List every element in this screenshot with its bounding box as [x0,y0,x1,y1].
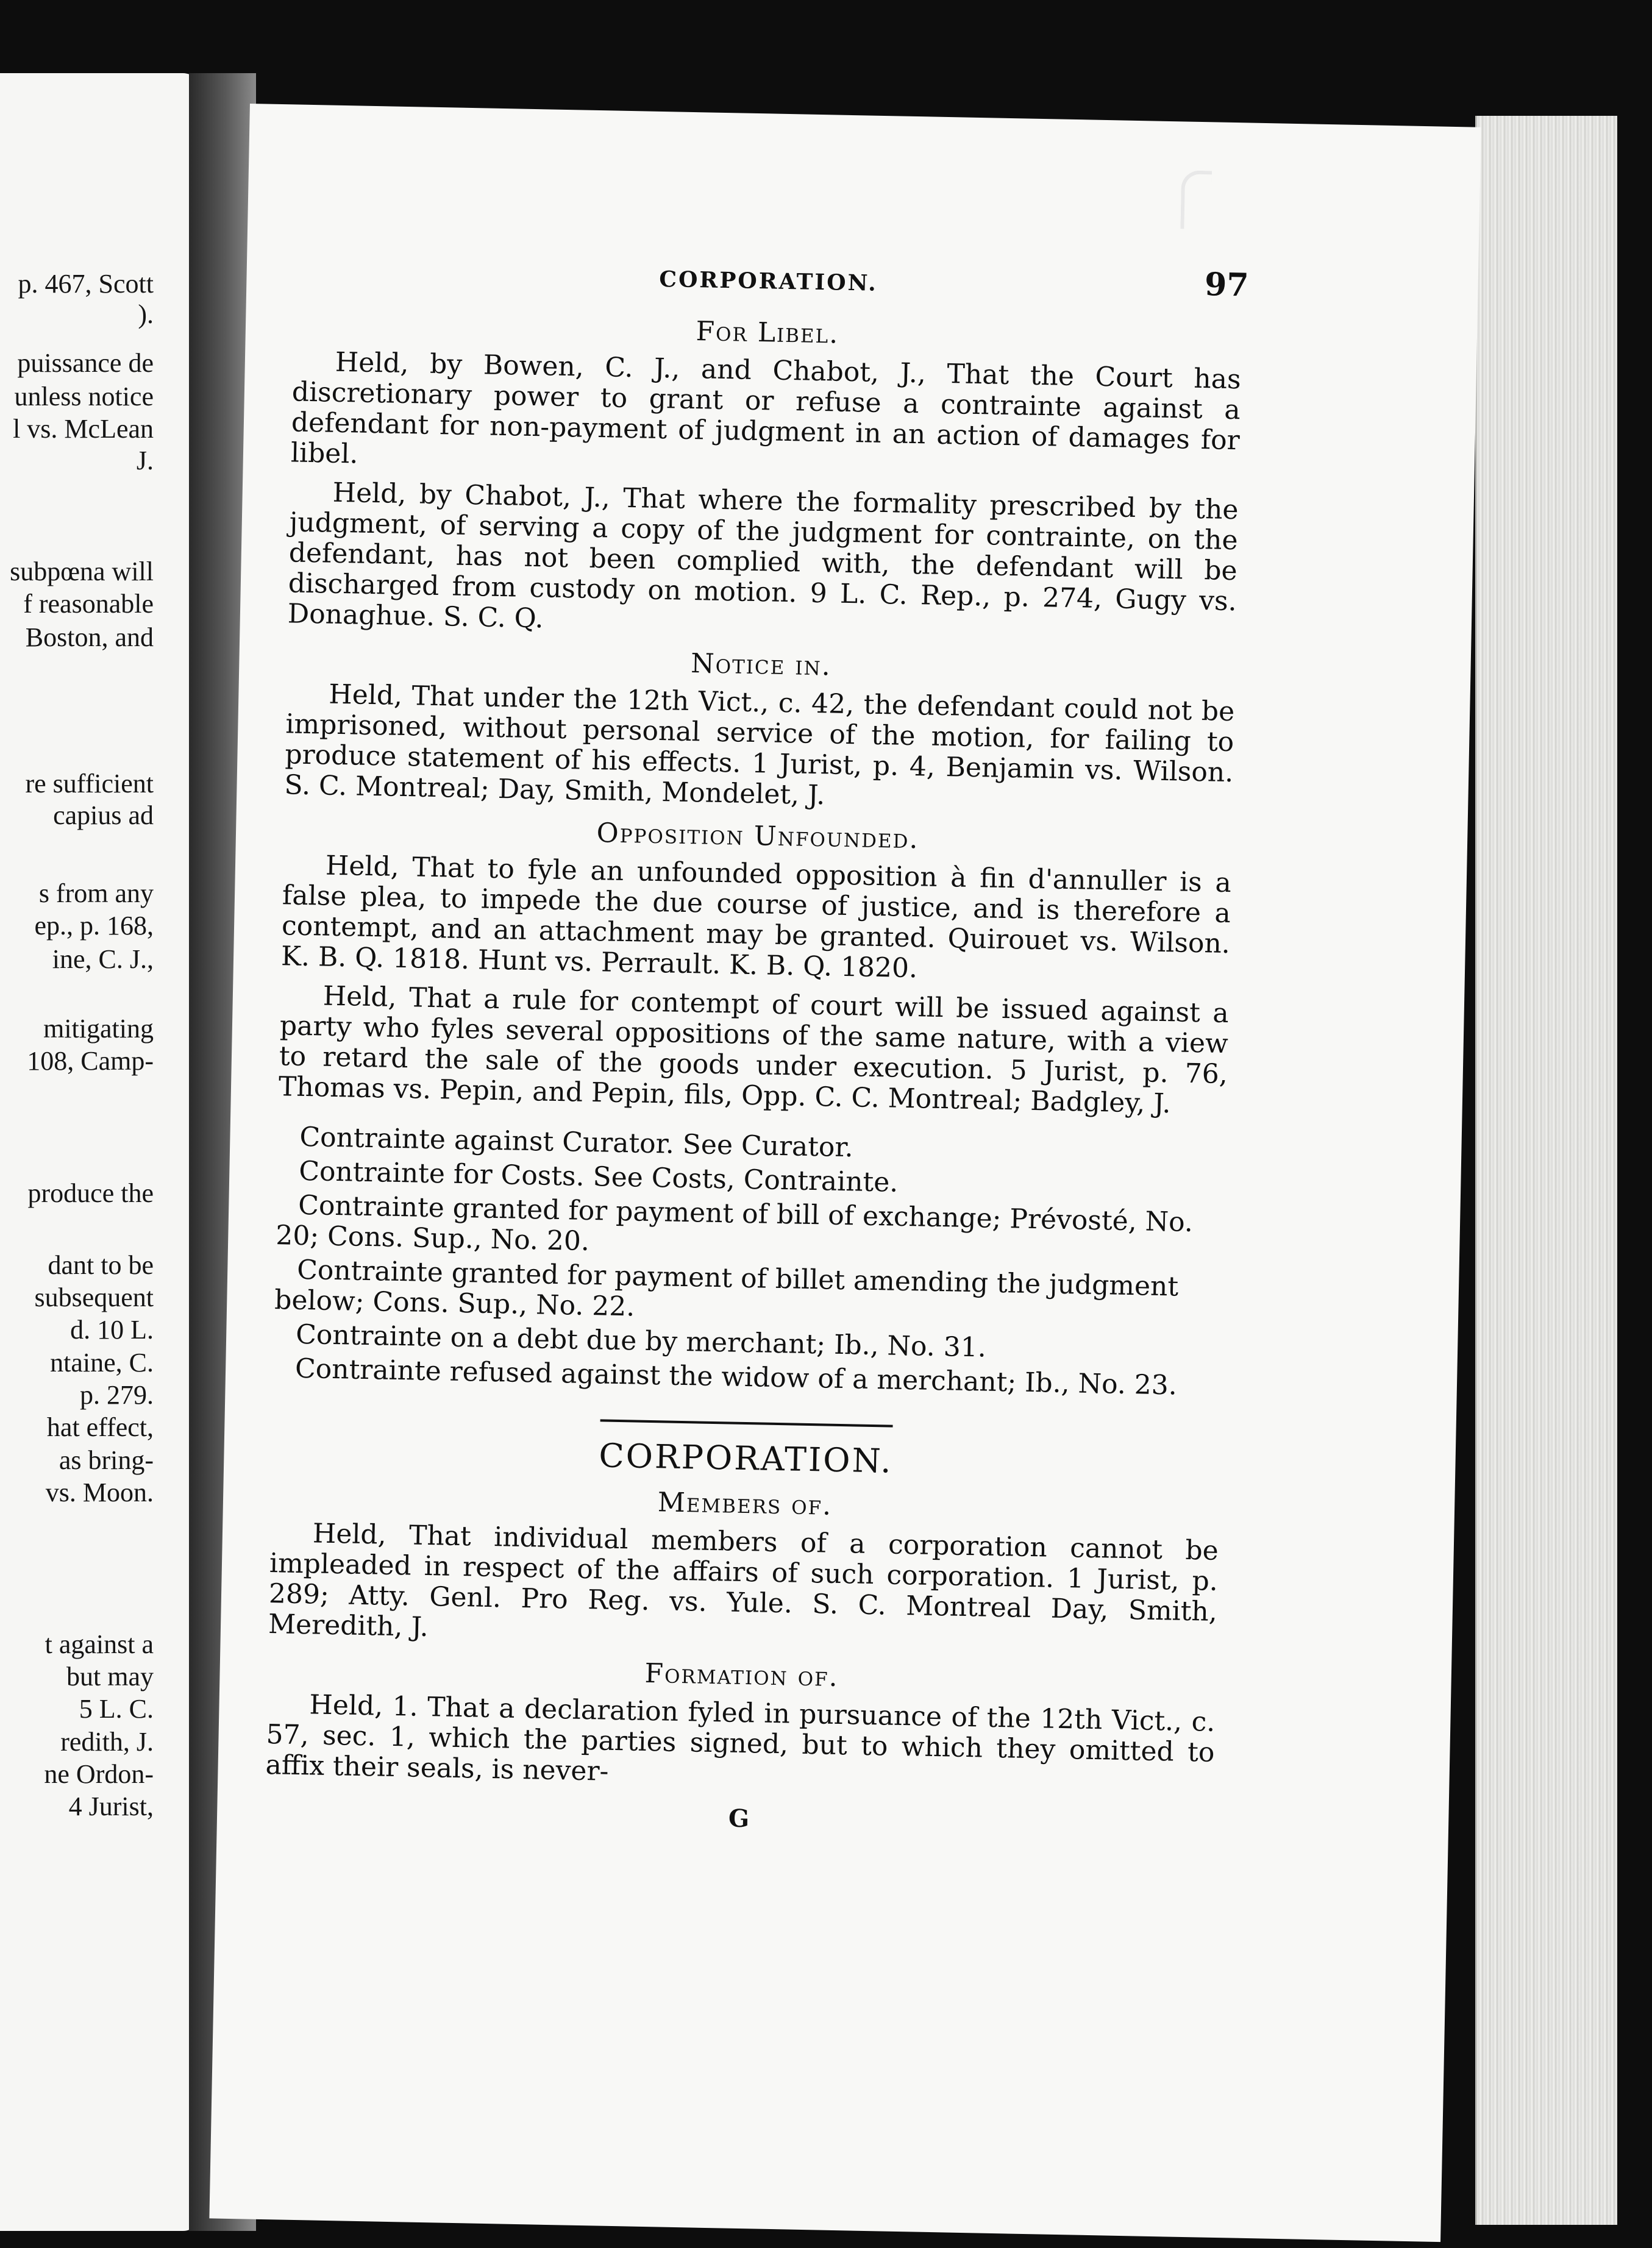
cross-reference-entry: Contrainte granted for payment of bill of exchange; Prévosté, No. 20; Cons. Sup., No. 20. [275,1189,1194,1257]
cross-reference-entry: Contrainte refused against the widow of a merchant; Ib., No. 23. [294,1353,1178,1401]
facing-page-line: t against a [45,1629,154,1659]
paragraph: Held, 1. That a declaration fyled in pursuance of the 12th Vict., c. 57, sec. 1, which the parties signed, but to which they omitted to affix their seals, is never- [265,1689,1216,1787]
signature-mark: G [728,1804,750,1834]
facing-page-left [0,73,201,2231]
running-head [294,248,1250,315]
margin-mark [1180,170,1212,229]
facing-page-line: as bring- [59,1445,154,1475]
facing-page-line: mitigating [43,1014,154,1044]
facing-page-line: ntaine, C. [50,1348,154,1378]
facing-page-line: J. [136,446,154,475]
section-heading-members: Members of. [657,1487,833,1521]
facing-page-line: but may [66,1662,154,1691]
section-heading-formation: Formation of. [644,1657,839,1693]
main-page [209,104,1481,2242]
facing-page-line: f reasonable [23,589,154,619]
facing-page-line: hat effect, [46,1412,154,1442]
cross-reference-entry: Contrainte for Costs. See Costs, Contrainte. [298,1155,899,1198]
facing-page-line: ne Ordon- [44,1759,154,1789]
running-title: CORPORATION. [659,266,878,296]
cross-reference-entry: Contrainte on a debt due by merchant; Ib., No. 31. [295,1318,987,1364]
facing-page-line: p. 279. [80,1380,154,1410]
facing-page-line: d. 10 L. [70,1315,154,1345]
cross-reference-entry: Contrainte granted for payment of billet amending the judgment below; Cons. Sup., No. 22. [274,1254,1179,1323]
paragraph: Held, by Chabot, J., That where the formality prescribed by the judgment, of serving a copy of the judgment for contrainte, on the defendant, has not been complied with, the defendant will be discharged from custody on motion. 9 L. C. Rep., p. 274, Gugy vs. Donaghue. S. C. Q. [287,477,1239,635]
paragraph: Held, That to fyle an unfounded opposition à fin d'annuller is a false plea, to impede the due course of justice, and is therefore a contempt, and an attachment may be granted. Quirouet vs. Wilson. K. B. Q. 1818. Hunt vs. Perrault. K. B. Q. 1820. [280,850,1232,984]
facing-page-line: subpœna will [10,557,154,586]
facing-page-line: redith, J. [60,1727,154,1757]
facing-page-line: 4 Jurist, [68,1791,154,1821]
facing-page-line: s from any [38,878,154,908]
section-heading-notice: Notice in. [690,648,832,682]
facing-page-line: puissance de [17,348,154,378]
facing-page-line: dant to be [48,1250,154,1280]
paragraph: Held, That a rule for contempt of court will be issued against a party who fyles several oppositions of the same nature, with a view to retard the sale of the goods under execution. 5 Jurist, p. 76, Thomas vs. Pepin, and Pepin, fils, Opp. C. C. Montreal; Badgley, J. [278,980,1230,1120]
facing-page-line: vs. Moon. [45,1478,154,1507]
section-heading-libel: For Libel. [696,316,839,350]
facing-page-line: capius ad [53,800,154,830]
paragraph: Held, by Bowen, C. J., and Chabot, J., That the Court has discretionary power to grant or refuse a contrainte against a defendant for non-payment of judgment in an action of damages for libel. [290,346,1242,470]
facing-page-line: Boston, and [25,622,154,652]
facing-page-line: ep., p. 168, [34,911,154,941]
section-divider [600,1419,893,1427]
page-content [265,248,1250,1841]
facing-page-line: l vs. McLean [13,414,154,444]
page-number: 97 [1204,266,1250,304]
paragraph: Held, That under the 12th Vict., c. 42, the defendant could not be imprisoned, without personal service of the motion, for failing to produce statement of his effects. 1 Jurist, p. 4, Benjamin vs. Wilson. S. C. Montreal; Day, Smith, Mondelet, J. [284,678,1235,811]
facing-page-line: produce the [27,1178,154,1208]
facing-page-line: 108, Camp- [27,1046,154,1076]
page-edges [1475,116,1617,2225]
facing-page-line: subsequent [34,1282,154,1312]
facing-page-line: re sufficient [25,769,154,799]
facing-page-line: unless notice [14,382,154,411]
facing-page-line: ine, C. J., [52,944,154,974]
section-heading-opposition: Opposition Unfounded. [596,817,919,855]
facing-page-line: 5 L. C. [79,1694,154,1724]
facing-page-line: ). [138,299,154,329]
paragraph: Held, That individual members of a corporation cannot be impleaded in respect of the affairs of such corporation. 1 Jurist, p. 289; Atty. Genl. Pro Reg. vs. Yule. S. C. Montreal Day, Smith, Meredith, J. [268,1518,1219,1643]
section-title-corporation: CORPORATION. [598,1436,894,1481]
facing-page-line: p. 467, Scott [18,269,154,299]
cross-reference-entry: Contrainte against Curator. See Curator. [299,1121,854,1164]
